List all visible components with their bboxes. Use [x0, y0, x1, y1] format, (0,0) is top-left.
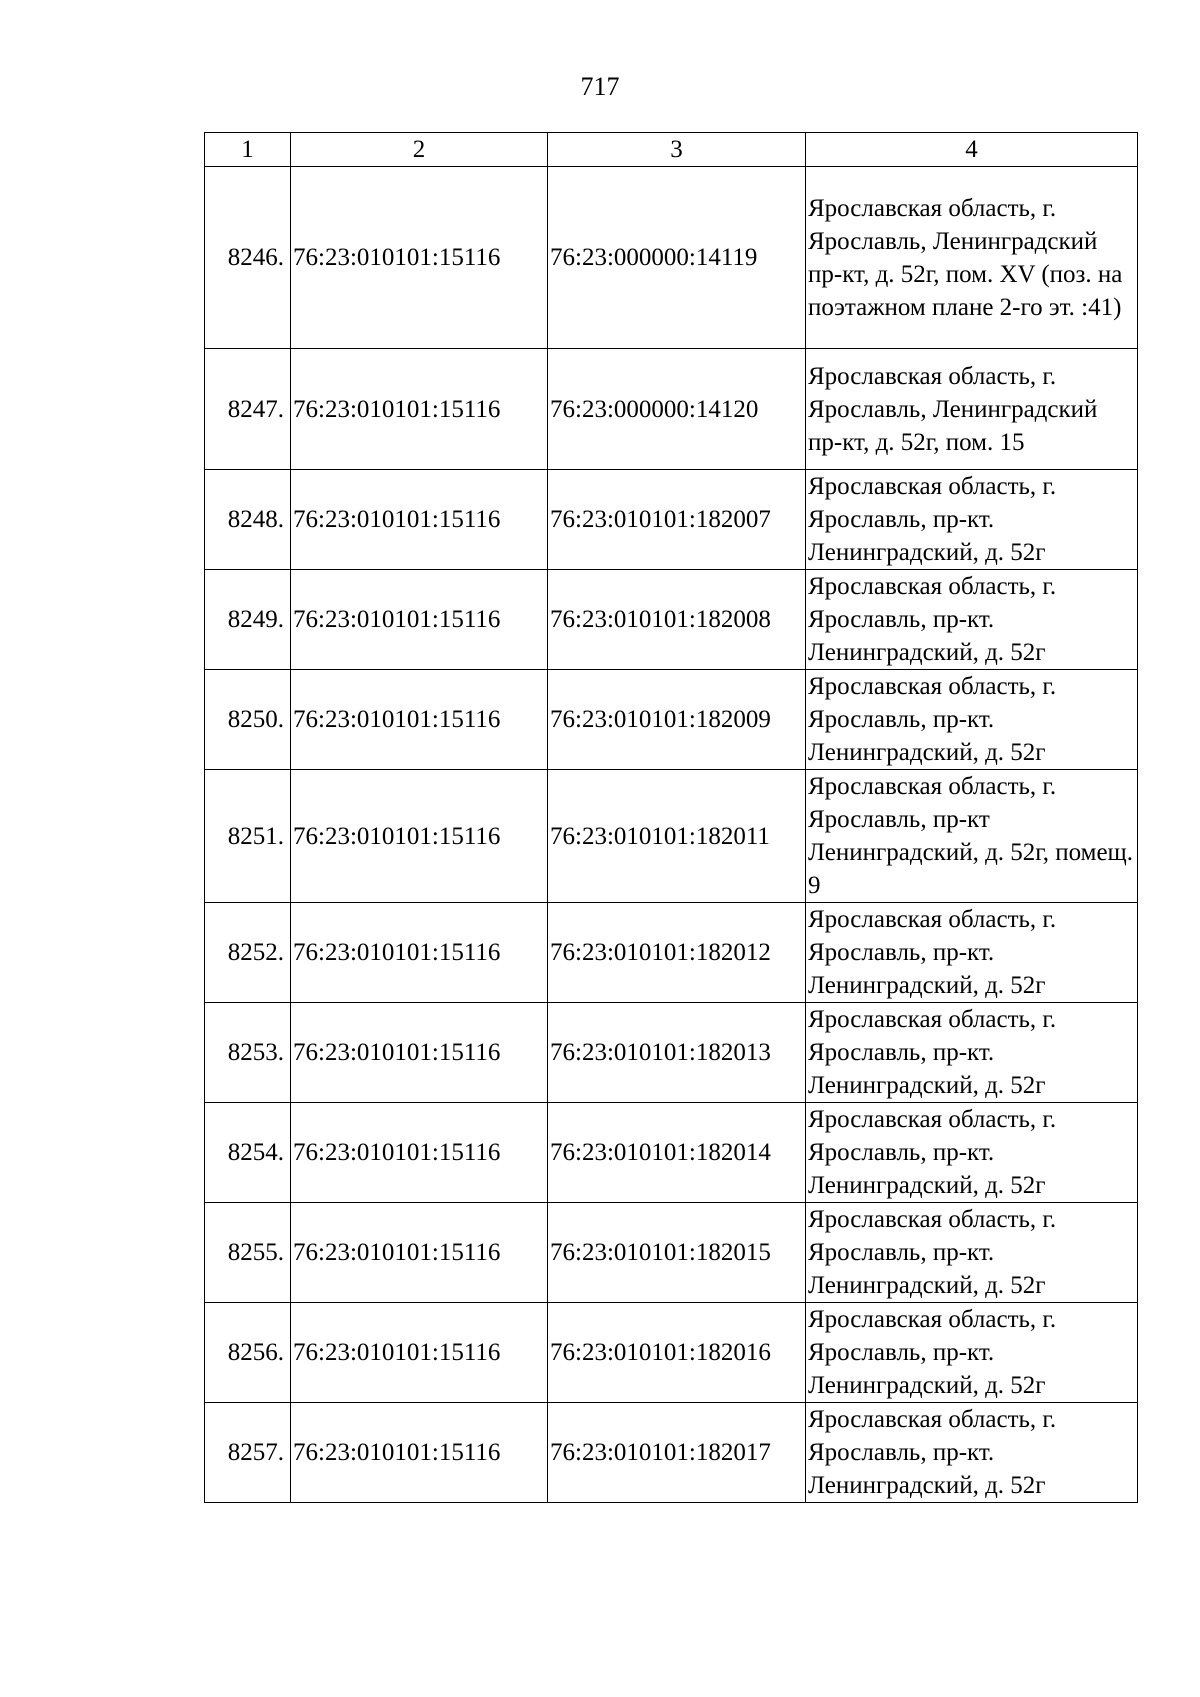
land-cadastral-number: 76:23:010101:15116 — [291, 670, 548, 770]
object-address: Ярославская область, г. Ярославль, пр-кт Ленинградский, д. 52г, помещ. 9 — [806, 770, 1138, 903]
land-cadastral-number: 76:23:010101:15116 — [291, 1303, 548, 1403]
table-row — [205, 1003, 1138, 1103]
header-row — [205, 133, 1138, 167]
object-cadastral-number: 76:23:000000:14119 — [548, 167, 806, 349]
land-cadastral-number: 76:23:010101:15116 — [291, 470, 548, 570]
object-address: Ярославская область, г. Ярославль, пр-кт. Ленинградский, д. 52г — [806, 670, 1138, 770]
table-row — [205, 349, 1138, 470]
object-address: Ярославская область, г. Ярославль, пр-кт. Ленинградский, д. 52г — [806, 1103, 1138, 1203]
object-address: Ярославская область, г. Ярославль, пр-кт. Ленинградский, д. 52г — [806, 470, 1138, 570]
row-number: 8250. — [205, 670, 291, 770]
object-cadastral-number: 76:23:000000:14120 — [548, 349, 806, 470]
row-number: 8246. — [205, 167, 291, 349]
row-number: 8248. — [205, 470, 291, 570]
table-row — [205, 470, 1138, 570]
table-row — [205, 167, 1138, 349]
object-address: Ярославская область, г. Ярославль, пр-кт. Ленинградский, д. 52г — [806, 903, 1138, 1003]
table-row — [205, 770, 1138, 903]
object-cadastral-number: 76:23:010101:182009 — [548, 670, 806, 770]
object-cadastral-number: 76:23:010101:182012 — [548, 903, 806, 1003]
table-row — [205, 903, 1138, 1003]
row-number: 8253. — [205, 1003, 291, 1103]
object-address: Ярославская область, г. Ярославль, пр-кт. Ленинградский, д. 52г — [806, 1303, 1138, 1403]
row-number: 8251. — [205, 770, 291, 903]
object-address: Ярославская область, г. Ярославль, Ленинградский пр-кт, д. 52г, пом. XV (поз. на поэтажном плане 2-го эт. :41) — [806, 167, 1138, 349]
land-cadastral-number: 76:23:010101:15116 — [291, 1003, 548, 1103]
land-cadastral-number: 76:23:010101:15116 — [291, 1403, 548, 1503]
row-number: 8257. — [205, 1403, 291, 1503]
object-address: Ярославская область, г. Ярославль, пр-кт. Ленинградский, д. 52г — [806, 1003, 1138, 1103]
table-body — [205, 167, 1138, 1503]
header-col-3: 3 — [548, 133, 806, 167]
header-col-1: 1 — [205, 133, 291, 167]
header-col-2: 2 — [291, 133, 548, 167]
land-cadastral-number: 76:23:010101:15116 — [291, 1203, 548, 1303]
row-number: 8249. — [205, 570, 291, 670]
object-cadastral-number: 76:23:010101:182017 — [548, 1403, 806, 1503]
row-number: 8247. — [205, 349, 291, 470]
table-row — [205, 1303, 1138, 1403]
object-cadastral-number: 76:23:010101:182007 — [548, 470, 806, 570]
land-cadastral-number: 76:23:010101:15116 — [291, 167, 548, 349]
row-number: 8256. — [205, 1303, 291, 1403]
object-cadastral-number: 76:23:010101:182013 — [548, 1003, 806, 1103]
registry-table — [204, 132, 1138, 1503]
object-cadastral-number: 76:23:010101:182014 — [548, 1103, 806, 1203]
object-cadastral-number: 76:23:010101:182008 — [548, 570, 806, 670]
row-number: 8255. — [205, 1203, 291, 1303]
object-cadastral-number: 76:23:010101:182016 — [548, 1303, 806, 1403]
object-cadastral-number: 76:23:010101:182015 — [548, 1203, 806, 1303]
object-address: Ярославская область, г. Ярославль, Ленинградский пр-кт, д. 52г, пом. 15 — [806, 349, 1138, 470]
object-cadastral-number: 76:23:010101:182011 — [548, 770, 806, 903]
table-header — [205, 133, 1138, 167]
row-number: 8254. — [205, 1103, 291, 1203]
land-cadastral-number: 76:23:010101:15116 — [291, 770, 548, 903]
land-cadastral-number: 76:23:010101:15116 — [291, 349, 548, 470]
header-col-4: 4 — [806, 133, 1138, 167]
land-cadastral-number: 76:23:010101:15116 — [291, 903, 548, 1003]
table-row — [205, 1203, 1138, 1303]
table-row — [205, 1403, 1138, 1503]
land-cadastral-number: 76:23:010101:15116 — [291, 570, 548, 670]
land-cadastral-number: 76:23:010101:15116 — [291, 1103, 548, 1203]
table-row — [205, 670, 1138, 770]
table-row — [205, 1103, 1138, 1203]
object-address: Ярославская область, г. Ярославль, пр-кт. Ленинградский, д. 52г — [806, 1203, 1138, 1303]
object-address: Ярославская область, г. Ярославль, пр-кт. Ленинградский, д. 52г — [806, 570, 1138, 670]
row-number: 8252. — [205, 903, 291, 1003]
table-row — [205, 570, 1138, 670]
page-number: 717 — [580, 72, 620, 101]
object-address: Ярославская область, г. Ярославль, пр-кт. Ленинградский, д. 52г — [806, 1403, 1138, 1503]
